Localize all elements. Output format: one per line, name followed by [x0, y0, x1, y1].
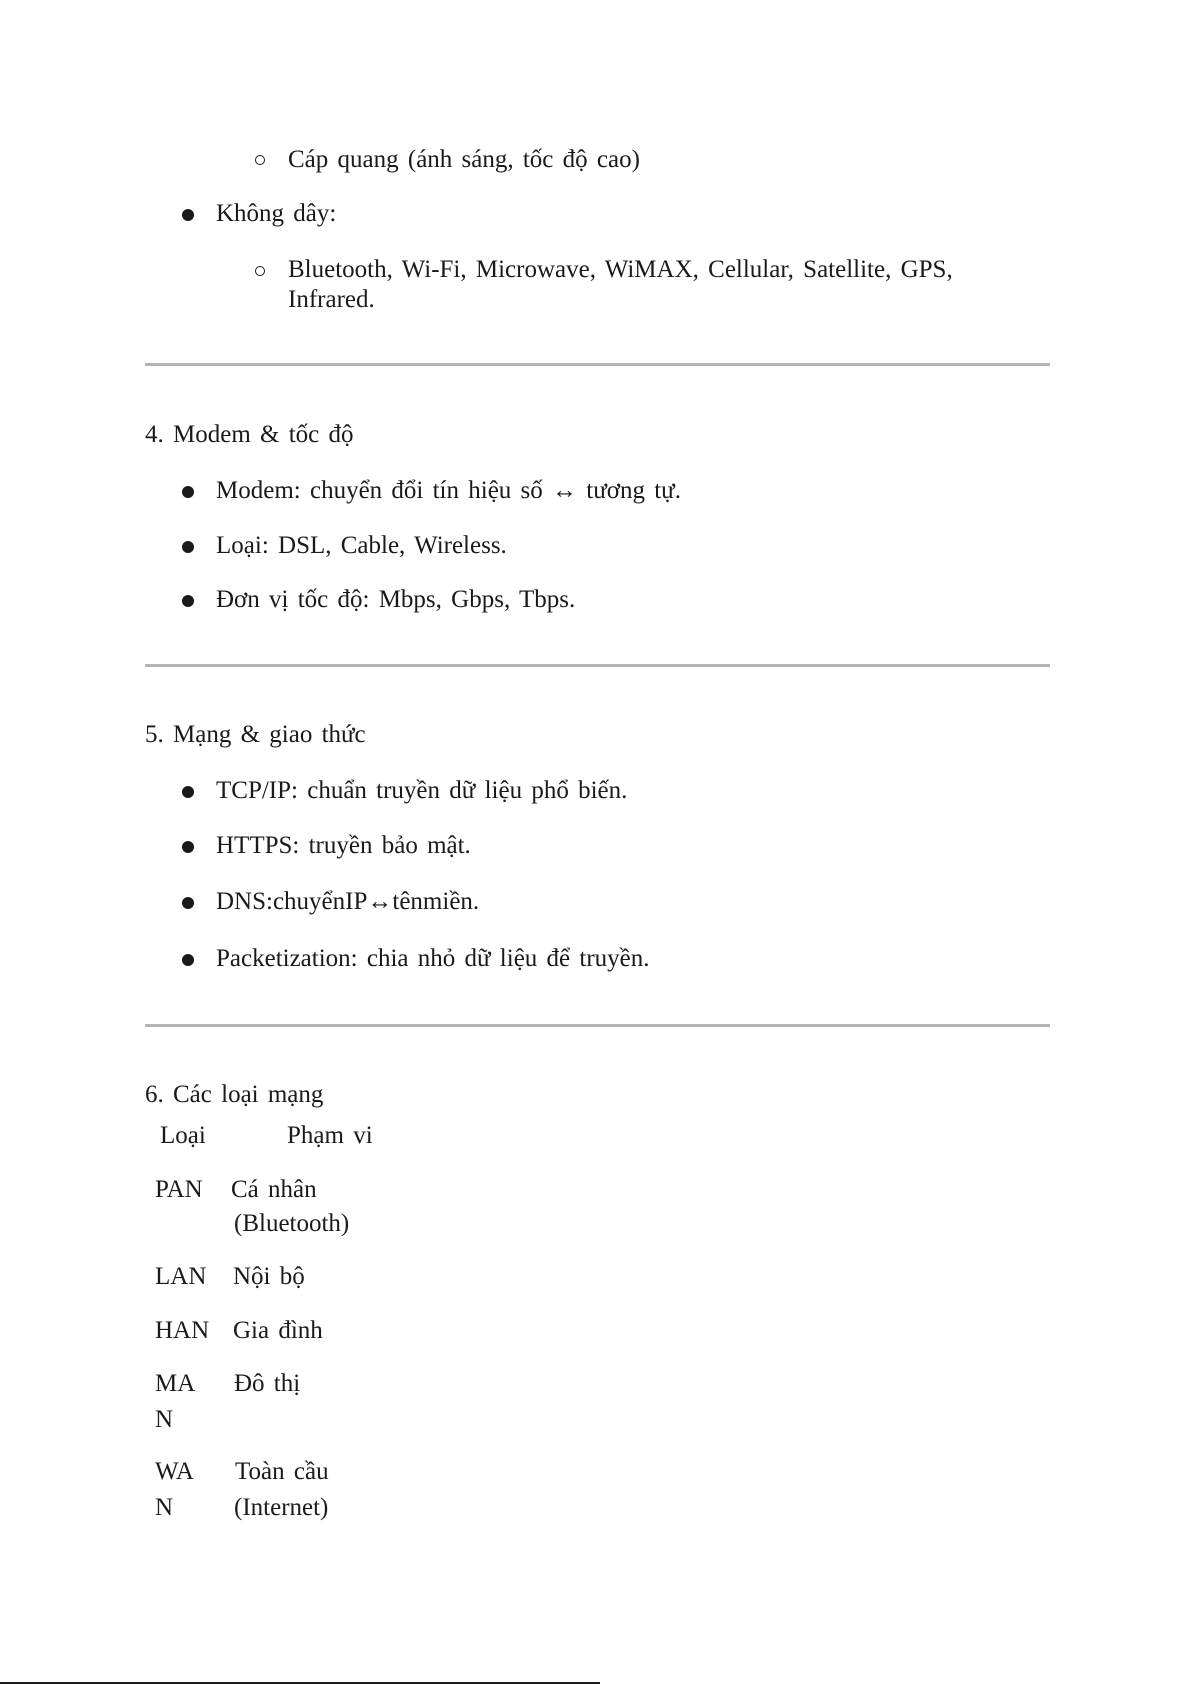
list-item: Modem: chuyển đổi tín hiệu số ↔ tương tự. — [216, 477, 681, 504]
table-cell-scope: Nội bộ — [233, 1263, 305, 1290]
bullet-icon — [182, 841, 194, 853]
page-bottom-rule — [0, 1682, 600, 1684]
divider — [145, 1024, 1050, 1027]
table-cell-type: N — [155, 1494, 174, 1521]
table-cell-scope: Toàn cầu — [235, 1458, 329, 1485]
section4-heading: 4. Modem & tốc độ — [145, 421, 354, 448]
bullet-icon — [182, 209, 194, 221]
bullet-icon — [182, 897, 194, 909]
sub-bullet-icon — [255, 155, 265, 165]
list-item: Đơn vị tốc độ: Mbps, Gbps, Tbps. — [216, 586, 576, 613]
wireless-list-line2: Infrared. — [288, 286, 375, 313]
bullet-icon — [182, 786, 194, 798]
table-cell-type: HAN — [155, 1317, 210, 1344]
bullet-icon — [182, 595, 194, 607]
section6-heading: 6. Các loại mạng — [145, 1081, 324, 1108]
bullet-icon — [182, 954, 194, 966]
list-item: HTTPS: truyền bảo mật. — [216, 832, 471, 859]
list-item: TCP/IP: chuẩn truyền dữ liệu phổ biến. — [216, 777, 628, 804]
table-cell-type: LAN — [155, 1263, 207, 1290]
bullet-icon — [182, 541, 194, 553]
table-cell-scope: Đô thị — [234, 1370, 301, 1397]
list-item: DNS:chuyểnIP↔tênmiền. — [216, 888, 480, 915]
section5-heading: 5. Mạng & giao thức — [145, 721, 366, 748]
table-cell-type: PAN — [155, 1176, 203, 1203]
list-item: Loại: DSL, Cable, Wireless. — [216, 532, 507, 559]
table-cell-scope: Cá nhân — [231, 1176, 317, 1203]
bullet-icon — [182, 486, 194, 498]
divider — [145, 363, 1050, 366]
table-cell-type: MA — [155, 1370, 196, 1397]
table-cell-type: WA — [155, 1458, 194, 1485]
wireless-list-line1: Bluetooth, Wi-Fi, Microwave, WiMAX, Cellular, Satellite, GPS, — [288, 256, 953, 283]
table-header-scope: Phạm vi — [287, 1122, 373, 1149]
table-cell-type: N — [155, 1406, 174, 1433]
list-item: Packetization: chia nhỏ dữ liệu để truyền. — [216, 945, 650, 972]
fiber-item: Cáp quang (ánh sáng, tốc độ cao) — [288, 146, 640, 173]
table-cell-scope: (Bluetooth) — [234, 1210, 350, 1237]
table-header-type: Loại — [160, 1122, 206, 1149]
table-cell-scope: Gia đình — [233, 1317, 323, 1344]
sub-bullet-icon — [255, 266, 265, 276]
wireless-label: Không dây: — [216, 200, 337, 227]
table-cell-scope: (Internet) — [234, 1494, 329, 1521]
divider — [145, 664, 1050, 667]
